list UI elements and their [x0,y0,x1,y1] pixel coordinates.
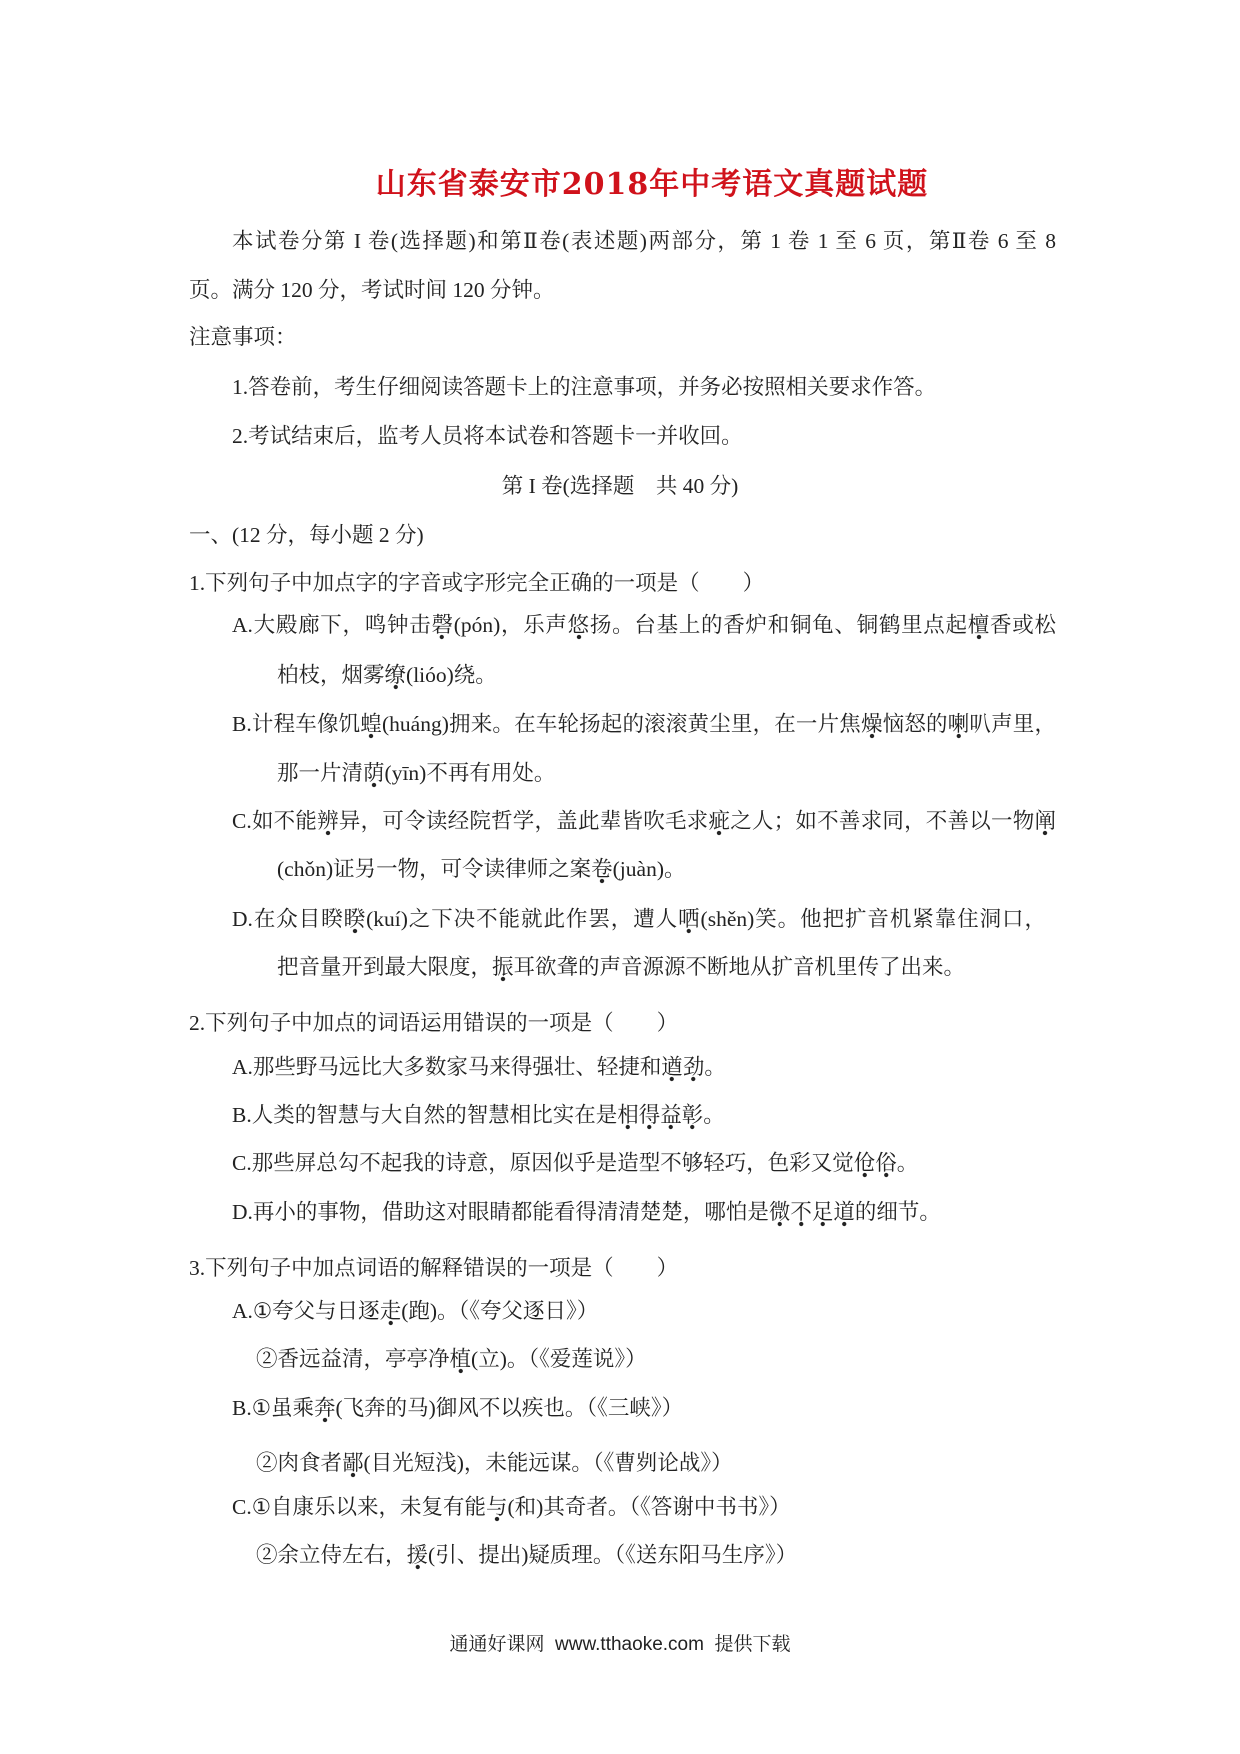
text-run: B.计程车像饥 [232,712,361,736]
text-run: A.大殿廊下，鸣钟击 [232,613,432,637]
emphasized-text: 卷 [591,857,613,884]
emphasized-text: 鄙 [342,1451,364,1478]
footer-credit: 通通好课网 www.tthaoke.com 提供下载 [449,1634,791,1655]
intro-line: 本试卷分第 I 卷(选择题)和第Ⅱ卷(表述题)两部分，第 1 卷 1 至 6 页，第Ⅱ卷 6 至 8 [232,229,1056,253]
option-line [256,1335,647,1383]
emphasized-text: 伧俗 [854,1151,897,1178]
emphasized-text: 辨 [317,809,339,836]
text-run: 。 [896,1151,919,1175]
text-run: ②肉食者 [256,1451,343,1475]
text-run: (lióo)绕。 [406,663,497,687]
text-run: (juàn)。 [612,857,686,881]
text-run: ②余立侍左右， [256,1543,407,1567]
text-run: (pón)，乐声 [453,613,568,637]
text-run: 的细节。 [854,1200,941,1224]
text-run: C.①自康乐以来，未复有能 [232,1495,486,1519]
option-line [232,1043,726,1091]
text-run: C.那些屏总勾不起我的诗意，原因似乎是造型不够轻巧，色彩又觉 [232,1151,854,1175]
text-run: 香或松 [990,613,1056,637]
emphasized-text: 奔 [314,1396,336,1423]
question-stem: 2.下列句子中加点的词语运用错误的一项是（ ） [189,1011,679,1035]
text-run: 那一片清 [277,761,364,785]
text-run: ②香远益清，亭亭净 [256,1347,450,1371]
emphasized-text: 缭 [385,663,407,690]
text-run: D.再小的事物，借助这对眼睛都能看得清清楚楚，哪怕是 [232,1200,769,1224]
emphasized-text: 援 [407,1543,429,1570]
emphasized-text: 相得益彰 [617,1103,703,1130]
option-line [232,1091,725,1139]
part-heading: 第 I 卷(选择题 共 40 分) [501,474,739,498]
option-line [277,845,685,893]
text-run: (kuí)之下决不能就此作罢，遭人 [366,907,679,931]
text-run: (shěn)笑。他把扩音机紧靠住洞口， [700,907,1047,931]
emphasized-text: 植 [450,1347,472,1374]
text-run: 之人；如不善求同，不善以一物 [730,809,1035,833]
option-line [277,749,555,797]
emphasized-text: 与 [486,1495,508,1522]
emphasized-text: 走 [380,1299,402,1326]
text-run: 恼怒的 [882,712,948,736]
option-line [277,651,497,699]
emphasized-text: 遒劲 [661,1055,704,1082]
emphasized-text: 微不足道 [769,1200,855,1227]
option-line [232,1139,918,1187]
emphasized-text: 阐 [1034,809,1056,836]
text-run: (引、提出)疑质理。（《送东阳马生序》） [428,1543,798,1567]
notice-heading: 注意事项： [189,325,297,349]
text-run: (目光短浅)，未能远谋。（《曹刿论战》） [363,1451,733,1475]
section-heading: 一、(12 分，每小题 2 分) [189,523,424,547]
exam-title: 山东省泰安市2018年中考语文真题试题 [375,167,929,202]
text-run: B.人类的智慧与大自然的智慧相比实在是 [232,1103,618,1127]
emphasized-text: 哂 [678,907,700,934]
option-line [232,601,1056,649]
emphasized-text: 疵 [708,809,730,836]
text-run: (chǒn)证另一物，可令读律师之案 [277,857,592,881]
option-line [232,797,1056,845]
emphasized-text: 悠 [568,613,590,640]
option-line [232,700,1056,748]
option-line [256,1439,733,1487]
intro-line: 页。满分 120 分，考试时间 120 分钟。 [189,278,555,302]
text-run: (huáng)拥来。在车轮扬起的滚滚黄尘里，在一片焦 [382,712,861,736]
text-run: 异，可令读经院哲学，盖此辈皆吹毛求 [338,809,709,833]
text-run: 耳欲聋的声音源源不断地从扩音机里传了出来。 [513,955,966,979]
text-run: 。 [703,1103,725,1127]
text-run: 扬。台基上的香炉和铜龟、铜鹤里点起 [589,613,968,637]
emphasized-text: 磬 [431,613,453,640]
emphasized-text: 檀 [968,613,990,640]
question-stem: 1.下列句子中加点字的字音或字形完全正确的一项是（ ） [189,571,765,595]
text-run: A.①夸父与日逐 [232,1299,380,1323]
text-run: (飞奔的马)御风不以疾也。（《三峡》） [335,1396,684,1420]
text-run: 把音量开到最大限度， [277,955,493,979]
option-line [277,943,965,991]
emphasized-text: 睽 [344,907,366,934]
emphasized-text: 荫 [363,761,385,788]
text-run: C.如不能 [232,809,318,833]
emphasized-text: 燥 [861,712,883,739]
emphasized-text: 喇 [948,712,970,739]
text-run: (跑)。（《夸父逐日》） [401,1299,599,1323]
question-stem: 3.下列句子中加点词语的解释错误的一项是（ ） [189,1256,679,1280]
emphasized-text: 蝗 [360,712,382,739]
text-run: (立)。（《爱莲说》） [471,1347,647,1371]
option-line [232,895,1046,943]
notice-item: 1.答卷前，考生仔细阅读答题卡上的注意事项，并务必按照相关要求作答。 [232,375,937,399]
emphasized-text: 振 [492,955,514,982]
text-run: 柏枝，烟雾 [277,663,385,687]
option-line [232,1384,683,1432]
text-run: (yīn)不再有用处。 [384,761,556,785]
text-run: D.在众目睽 [232,907,344,931]
notice-item: 2.考试结束后，监考人员将本试卷和答题卡一并收回。 [232,424,743,448]
text-run: B.①虽乘 [232,1396,314,1420]
option-line [232,1188,941,1236]
option-line [232,1287,598,1335]
text-run: 叭声里， [969,712,1056,736]
option-line [256,1531,797,1579]
text-run: 。 [704,1055,726,1079]
text-run: (和)其奇者。（《答谢中书书》） [507,1495,791,1519]
text-run: A.那些野马远比大多数家马来得强壮、轻捷和 [232,1055,662,1079]
option-line [232,1483,791,1531]
